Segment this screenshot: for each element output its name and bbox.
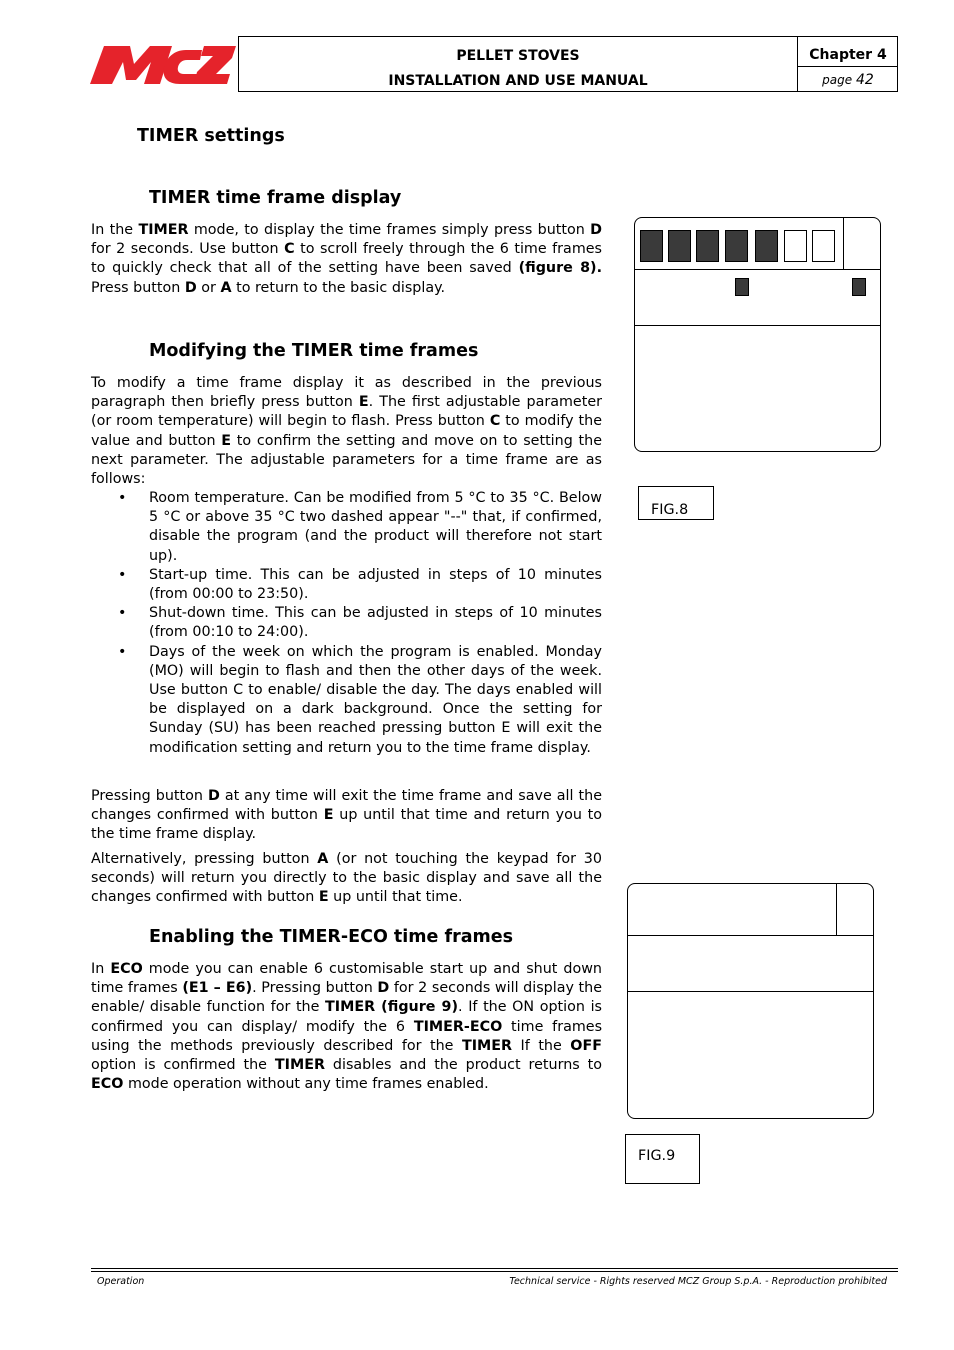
eco-heading: Enabling the TIMER-ECO time frames: [149, 927, 514, 947]
figure-8-display: [634, 217, 881, 452]
mcz-logo: [90, 40, 236, 88]
page-number: 42: [855, 72, 874, 88]
alternative-paragraph: Alternatively, pressing button A (or not touching the keypad for 30 seconds) will return you directly to the basic display and save all the changes confirmed with button E up until that time.: [91, 851, 602, 906]
display-heading: TIMER time frame display: [149, 188, 402, 208]
chapter-label: Chapter 4: [809, 47, 887, 63]
eco-paragraph: In ECO mode you can enable 6 customisable start up and shut down time frames (E1 – E6). Pressing button D for 2 seconds will display the enable/ disable function for the TIMER (figure 9). If the ON option is confirmed you can display/ modify the 6 TIMER-ECO time frames using the methods previously described for the TIMER If the OFF option is confirmed the TIMER disables and the product returns to ECO mode operation without any time frames enabled.: [91, 961, 603, 1093]
footer-section: Operation: [97, 1276, 145, 1287]
list-item: • Days of the week on which the program is enabled. Monday (MO) will begin to flash and then the other days of the week. Use button C to enable/ disable the day. The days enabled will be displayed on a dark background. Once the setting for Sunday (SU) has been reached pressing button E will exit the modification setting and return you to the time frame display.: [91, 643, 602, 758]
day-cell: [640, 230, 663, 262]
day-cell: [755, 230, 778, 262]
modify-heading: Modifying the TIMER time frames: [149, 341, 479, 361]
day-cell: [725, 230, 748, 262]
indicator: [735, 278, 749, 296]
day-cells-row: [635, 218, 880, 270]
header-subtitle: INSTALLATION AND USE MANUAL: [388, 73, 648, 89]
day-cell: [696, 230, 719, 262]
footer-copyright: Technical service - Rights reserved MCZ Group S.p.A. - Reproduction prohibited: [509, 1276, 887, 1287]
day-cell: [784, 230, 807, 262]
header-title: PELLET STOVES: [456, 48, 580, 64]
parameter-list: [91, 489, 602, 758]
indicator-row: [635, 270, 880, 326]
footer-divider: [91, 1268, 898, 1269]
figure-9-label: FIG.9: [625, 1134, 700, 1184]
list-item: • Start-up time. This can be adjusted in steps of 10 minutes (from 00:00 to 23:50).: [91, 566, 602, 604]
indicator: [852, 278, 866, 296]
chapter-cell: [797, 36, 898, 92]
day-cell: [812, 230, 835, 262]
exit-paragraph: Pressing button D at any time will exit the time frame and save all the changes confirmed with button E up until that time and return you to the time frame display.: [91, 788, 602, 843]
footer-divider: [91, 1271, 898, 1272]
display-paragraph: In the TIMER mode, to display the time frames simply press button D for 2 seconds. Use button C to scroll freely through the 6 time frames to quickly check that all of the setting have been saved (figure 8). Press button D or A to return to the basic display.: [91, 222, 602, 296]
list-item: • Shut-down time. This can be adjusted in steps of 10 minutes (from 00:10 to 24:00).: [91, 604, 602, 642]
page-prefix: page: [822, 73, 853, 87]
header-box: [238, 36, 898, 92]
figure-9-display: [627, 883, 874, 1119]
day-cell: [668, 230, 691, 262]
figure-8-label: FIG.8: [638, 486, 714, 520]
modify-paragraph: To modify a time frame display it as described in the previous paragraph then briefly press button E. The first adjustable parameter (or room temperature) will begin to flash. Press button C to modify the value and button E to confirm the setting and move on to setting the next parameter. The adjustable parameters for a time frame are as follows:: [91, 375, 603, 488]
section-title: TIMER settings: [137, 126, 285, 146]
list-item: • Room temperature. Can be modified from 5 °C to 35 °C. Below 5 °C or above 35 °C two dashed appear "--" that, if confirmed, disable the program (and the product will therefore not start up).: [91, 489, 602, 566]
page-label: [798, 72, 898, 88]
